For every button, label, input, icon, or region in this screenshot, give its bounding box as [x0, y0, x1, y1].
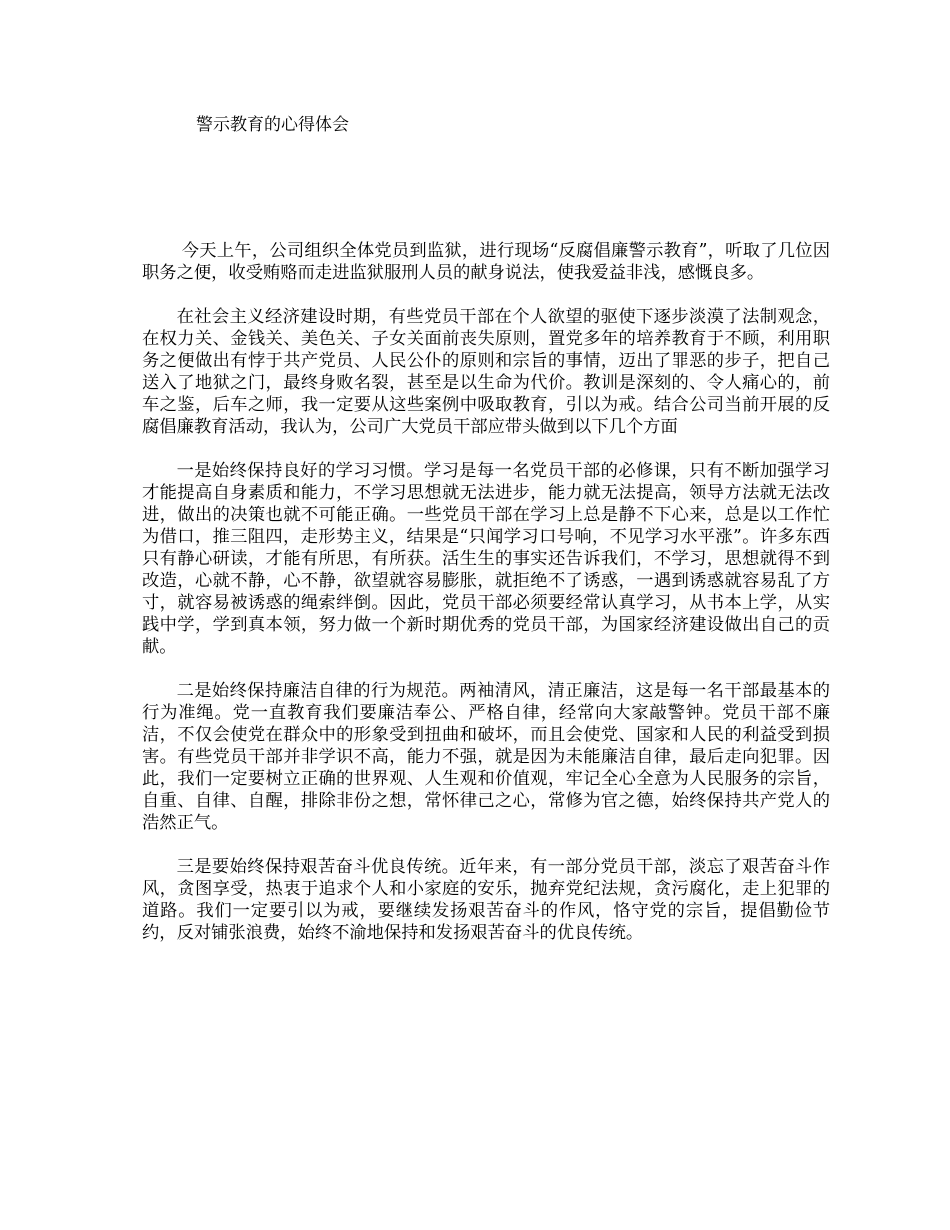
paragraph-point-three: 三是要始终保持艰苦奋斗优良传统。近年来，有一部分党员干部，淡忘了艰苦奋斗作风，贪图享受，热衷于追求个人和小家庭的安乐，抛弃党纪法规，贪污腐化，走上犯罪的道路。我们一定要引以为戒，要继续发扬艰苦奋斗的作风，恪守党的宗旨，提倡勤俭节约，反对铺张浪费，始终不渝地保持和发扬艰苦奋斗的优良传统。 [142, 857, 830, 943]
paragraph-background: 在社会主义经济建设时期，有些党员干部在个人欲望的驱使下逐步淡漠了法制观念，在权力关、金钱关、美色关、子女关面前丧失原则，置党多年的培养教育于不顾，利用职务之便做出有悖于共产党员、人民公仆的原则和宗旨的事情，迈出了罪恶的步子，把自己送入了地狱之门，最终身败名裂，甚至是以生命为代价。教训是深刻的、令人痛心的，前车之鉴，后车之师，我一定要从这些案例中吸取教育，引以为戒。结合公司当前开展的反腐倡廉教育活动，我认为，公司广大党员干部应带头做到以下几个方面 [142, 307, 830, 437]
paragraph-point-two: 二是始终保持廉洁自律的行为规范。两袖清风，清正廉洁，这是每一名干部最基本的行为准绳。党一直教育我们要廉洁奉公、严格自律，经常向大家敲警钟。党员干部不廉洁，不仅会使党在群众中的形象受到扭曲和破坏，而且会使党、国家和人民的利益受到损害。有些党员干部并非学识不高，能力不强，就是因为未能廉洁自律，最后走向犯罪。因此，我们一定要树立正确的世界观、人生观和价值观，牢记全心全意为人民服务的宗旨，自重、自律、自醒，排除非份之想，常怀律己之心，常修为官之德，始终保持共产党人的浩然正气。 [142, 681, 830, 833]
document-title: 警示教育的心得体会 [196, 115, 349, 135]
paragraph-intro: 今天上午，公司组织全体党员到监狱，进行现场“反腐倡廉警示教育”，听取了几位因职务之便，收受贿赂而走进监狱服刑人员的献身说法，使我爱益非浅，感慨良多。 [142, 241, 830, 283]
paragraph-point-one: 一是始终保持良好的学习习惯。学习是每一名党员干部的必修课，只有不断加强学习才能提高自身素质和能力，不学习思想就无法进步，能力就无法提高，领导方法就无法改进，做出的决策也就不可能正确。一些党员干部在学习上总是静不下心来，总是以工作忙为借口，推三阻四，走形势主义，结果是“只闻学习口号响，不见学习水平涨”。许多东西只有静心研读，才能有所思，有所获。活生生的事实还告诉我们，不学习，思想就得不到改造，心就不静，心不静，欲望就容易膨胀，就拒绝不了诱惑，一遇到诱惑就容易乱了方寸，就容易被诱惑的绳索绊倒。因此，党员干部必须要经常认真学习，从书本上学，从实践中学，学到真本领，努力做一个新时期优秀的党员干部，为国家经济建设做出自己的贡献。 [142, 461, 830, 657]
document-body [142, 240, 830, 944]
